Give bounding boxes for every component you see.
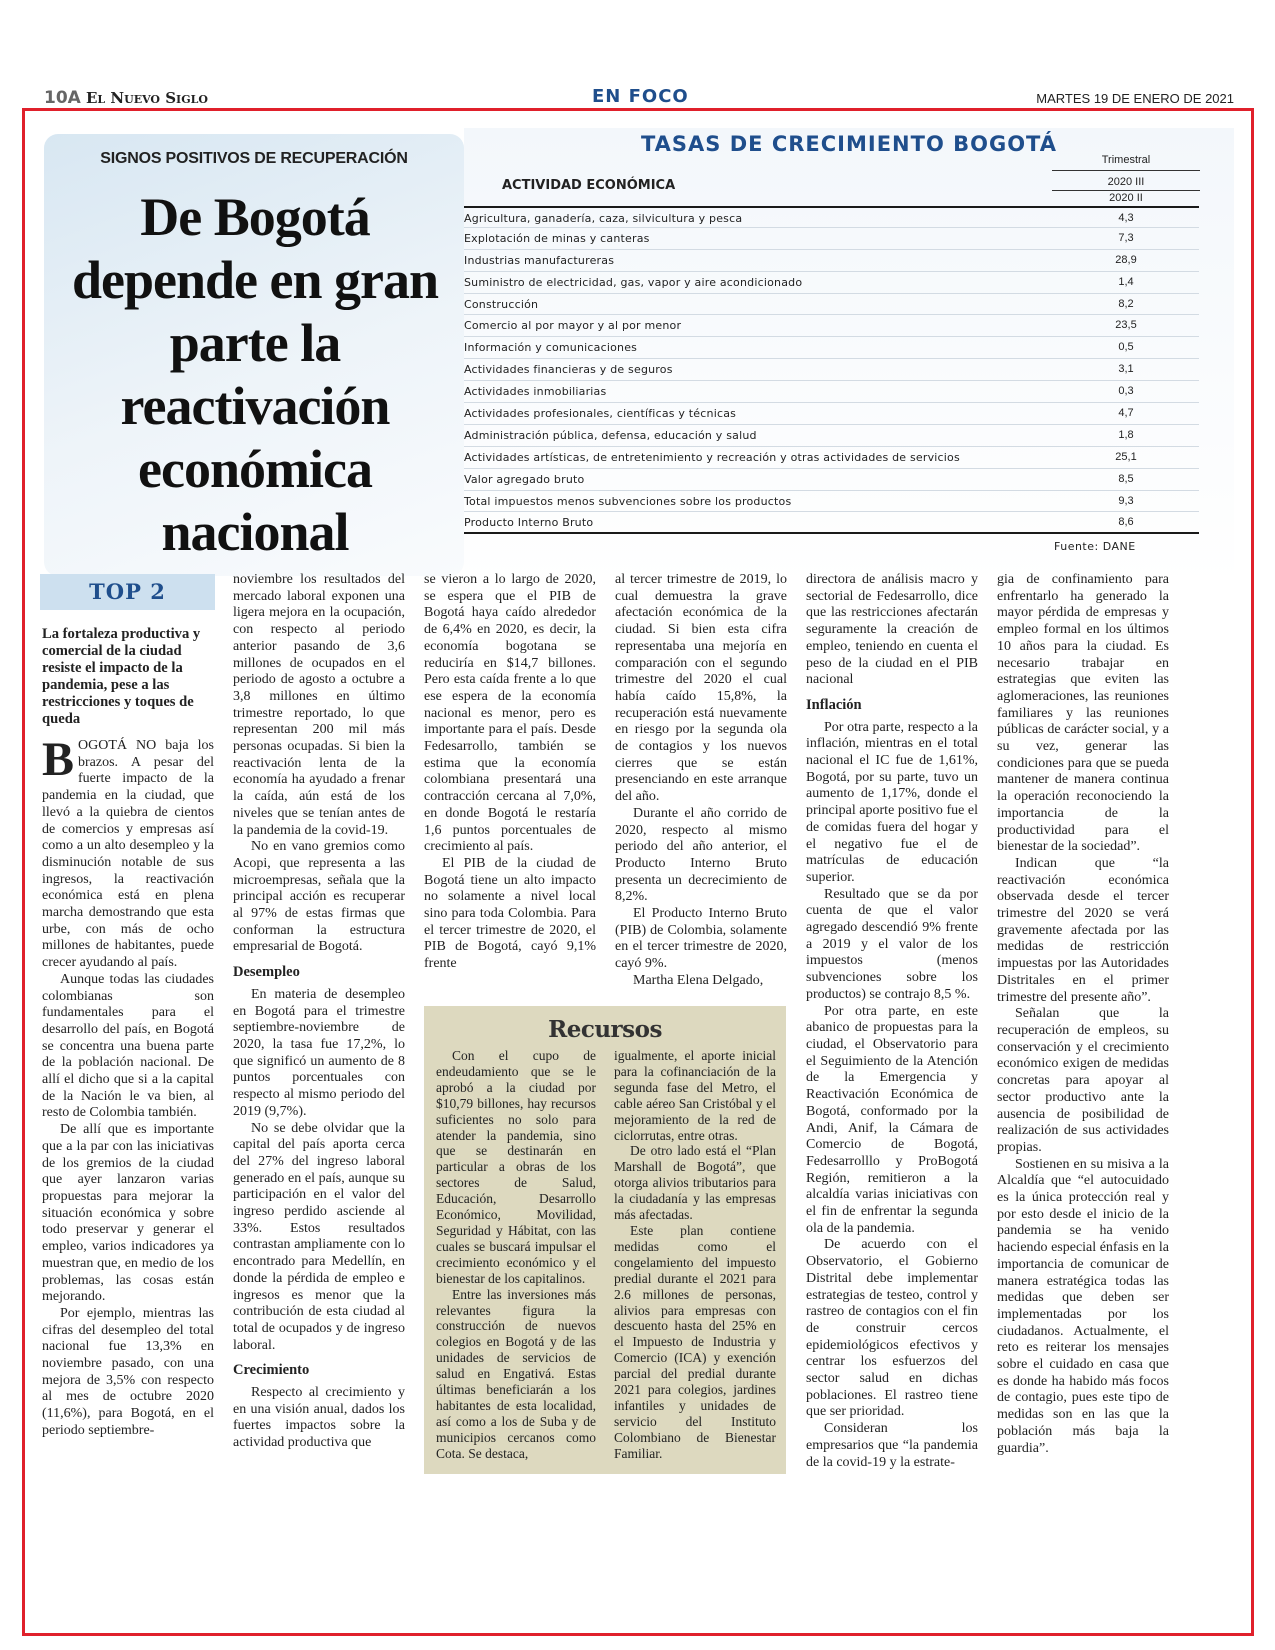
paragraph: Este plan contiene medidas como el congelamiento del impuesto predial durante el 2021 para 2.6 millones de personas, alivios para empresas con descuento hasta del 25% en el Impuesto de Industria y Comercio (ICA) y exención parcial del predial durante 2021 para colegios, jardines infantiles y unidades de servicio del Instituto Colombiano de Bienestar Familiar. — [614, 1222, 776, 1461]
table-row — [464, 250, 1199, 272]
paragraph: Resultado que se da por cuenta de que el valor agregado descendió 9% frente a 2019 y el valor de los impuestos (menos subvenciones sobre los productos) se contrajo 8,5 %. — [806, 886, 978, 1002]
paragraph: igualmente, el aporte inicial para la cofinanciación de la segunda fase del Metro, el cable aéreo San Cristóbal y el mejoramiento de la red de ciclorrutas, entre otras. — [614, 1048, 776, 1143]
paragraph: Por otra parte, respecto a la inflación, mientras en el total nacional el IC fue de 1,61%, Bogotá, por su parte, tuvo un aumento de 1,17%, donde el principal aporte positivo fue el de comidas fuera del hogar y el negativo fue el de matrículas de educación superior. — [806, 719, 978, 885]
period-line-1: 2020 III — [1107, 176, 1145, 188]
table-row — [464, 447, 1199, 469]
row-value: 8,6 — [1118, 516, 1134, 529]
masthead: El Nuevo Siglo — [86, 89, 208, 107]
article-column-2 — [233, 572, 405, 1452]
header-rule — [1052, 190, 1200, 191]
subhead-inflacion: Inflación — [806, 696, 862, 713]
row-label: Actividades profesionales, científicas y técnicas — [464, 407, 737, 421]
period-header: Trimestral — [1101, 154, 1151, 166]
row-label: Comercio al por mayor y al por menor — [464, 319, 682, 333]
table-row — [464, 403, 1199, 425]
paragraph: No en vano gremios como Acopi, que representa a las microempresas, señala que la principal acción es recuperar al 97% de estas firmas que conforman la estructura empresarial de Bogotá. — [233, 839, 405, 955]
row-value: 8,2 — [1118, 297, 1134, 310]
growth-table — [464, 128, 1234, 586]
recursos-column-1 — [436, 1048, 596, 1462]
row-label: Total impuestos menos subvenciones sobre los productos — [464, 494, 792, 508]
kicker: SIGNOS POSITIVOS DE RECUPERACIÓN — [100, 150, 408, 167]
paragraph: El Producto Interno Bruto (PIB) de Colombia, solamente en el tercer trimestre de 2020, cayó 9%. — [615, 906, 787, 972]
subhead-desempleo: Desempleo — [233, 964, 300, 981]
row-label: Producto Interno Bruto — [464, 516, 594, 530]
article-column-6 — [997, 572, 1169, 1457]
page-number: 10A — [44, 88, 81, 108]
recursos-title: Recursos — [548, 1016, 662, 1043]
table-column-label: ACTIVIDAD ECONÓMICA — [502, 178, 676, 193]
subhead-crecimiento: Crecimiento — [233, 1362, 310, 1379]
row-label: Información y comunicaciones — [464, 341, 638, 355]
summary: La fortaleza productiva y comercial de la ciudad resiste el impacto de la pandemia, pese a las restricciones y toques de queda — [42, 626, 201, 727]
paragraph: Respecto al crecimiento y en una visión anual, dados los fuertes impactos sobre la actividad productiva que — [233, 1385, 405, 1451]
paragraph: Por ejemplo, mientras las cifras del desempleo del total nacional fue 13,3% en noviembre pasado, con una mejora de 3,5% con respecto al mes de octubre 2020 (11,6%), para Bogotá, en el periodo septiembre- — [42, 1305, 214, 1438]
article-column-4 — [615, 572, 787, 990]
table-rows — [464, 206, 1199, 534]
dropcap: B — [42, 733, 75, 786]
table-row — [464, 512, 1199, 534]
paragraph: Durante el año corrido de 2020, respecto al mismo periodo del año anterior, el Producto Interno Bruto presenta un decrecimiento de 8,2%. — [615, 805, 787, 905]
row-value: 9,3 — [1118, 494, 1134, 507]
table-row — [464, 381, 1199, 403]
row-value: 1,4 — [1118, 275, 1134, 288]
row-label: Actividades artísticas, de entretenimiento y recreación y otras actividades de servicios — [464, 450, 960, 464]
row-value: 25,1 — [1115, 450, 1137, 463]
paragraph: De otro lado está el “Plan Marshall de Bogotá”, que otorga alivios tributarios para la ciudadanía y las empresas más afectadas. — [614, 1143, 776, 1223]
row-value: 0,3 — [1118, 385, 1134, 398]
paragraph: directora de análisis macro y sectorial de Fedesarrollo, dice que las restricciones afectarán seguramente la creación de empleo, teniendo en cuenta el peso de la ciudad en el PIB nacional — [806, 572, 978, 688]
paragraph: Sostienen en su misiva a la Alcaldía que “el autocuidado es la única protección real y por esto desde el inicio de la pandemia se ha venido haciendo especial énfasis en la importancia de comunicar de manera estratégica todas las medidas que deben ser implementadas por los ciudadanos. Actualmente, el reto es reiterar los mensajes sobre el cuidado en casa que es donde ha habido más focos de contagio, pues este tipo de medidas son en las que la población más baja la guardia”. — [997, 1156, 1169, 1456]
header-rule — [1052, 170, 1200, 171]
table-row — [464, 315, 1199, 337]
article-column-1 — [42, 733, 214, 1440]
row-value: 8,5 — [1118, 472, 1134, 485]
row-label: Agricultura, ganadería, caza, silvicultura y pesca — [464, 212, 743, 225]
row-label: Explotación de minas y canteras — [464, 231, 650, 245]
table-row — [464, 272, 1199, 294]
paragraph: Indican que “la reactivación económica observada desde el tercer trimestre del 2020 se verá gravemente afectada por las medidas de restricción impuestas por las Autoridades Distritales en el primer trimestre del presente año”. — [997, 855, 1169, 1005]
top2-badge — [40, 574, 215, 610]
paragraph: Entre las inversiones más relevantes figura la construcción de nuevos colegios en Bogotá y de las unidades de servicios de salud en Engativá. Estas últimas beneficiarán a los habitantes de esta localidad, así como a los de Suba y de municipios cercanos como Cota. Se destaca, — [436, 1286, 596, 1461]
paragraph: noviembre los resultados del mercado laboral exponen una ligera mejora en la ocupación, con respecto al periodo anterior pasando de 3,6 millones de ocupados en el periodo de agosto a octubre a 3,8 millones en último trimestre reportado, lo que representan 200 mil más personas ocupadas. Si bien la reactivación lenta de la economía ha ayudado a frenar la caída, aún está de los niveles que se tenían antes de la pandemia de la covid-19. — [233, 572, 405, 838]
row-value: 7,3 — [1118, 231, 1134, 244]
table-row — [464, 491, 1199, 513]
paragraph: El PIB de la ciudad de Bogotá tiene un alto impacto no solamente a nivel local sino para toda Colombia. Para el tercer trimestre de 2020, el PIB de Bogotá, cayó 9,1% frente — [424, 855, 596, 972]
table-row — [464, 337, 1199, 359]
row-value: 0,5 — [1118, 341, 1134, 354]
table-row — [464, 228, 1199, 250]
article-column-3 — [424, 572, 596, 973]
table-title: TASAS DE CRECIMIENTO BOGOTÁ — [640, 132, 1057, 156]
row-value: 23,5 — [1115, 319, 1137, 332]
lead-paragraph: BOGOTÁ NO baja los brazos. A pesar del fuerte impacto de la pandemia en la ciudad, que llevó a la quiebra de cientos de comercios y empresas así como a un alto desempleo y la disminución notable de sus ingresos, la reactivación económica está en plena marcha demostrando que esta urbe, con más de ocho millones de habitantes, puede crecer ayudando al país. — [42, 733, 214, 971]
main-headline: De Bogotá depende en gran parte la reactivación económica nacional — [71, 187, 439, 562]
row-value: 1,8 — [1118, 428, 1134, 441]
table-row — [464, 294, 1199, 316]
row-label: Valor agregado bruto — [464, 472, 585, 486]
row-label: Actividades financieras y de seguros — [464, 363, 673, 377]
row-label: Construcción — [464, 297, 539, 311]
paragraph: De allí que es importante que a la par con las iniciativas de los gremios de la ciudad que ayer lanzaron varias propuestas para mejorar la situación económica y sobre todo preservar y generar el empleo, varios indicadores ya muestran que, en medio de los problemas, las cosas están mejorando. — [42, 1122, 214, 1305]
recursos-column-2 — [614, 1048, 776, 1462]
paragraph: Aunque todas las ciudades colombianas son fundamentales para el desarrollo del país, en Bogotá se concentra una buena parte de la población nacional. De allí el dicho que si a la capital de la Nación le va bien, al resto de Colombia también. — [42, 971, 214, 1121]
paragraph: se vieron a lo largo de 2020, se espera que el PIB de Bogotá haya caído alrededor de 6,4% en 2020, es decir, la economía bogotana se reduciría en $14,7 billones. Pero esta caída frente a lo que ese espera de la economía nacional es menor, pero es importante para el país. Desde Fedesarrollo, también se estima que la economía colombiana presentará una contracción cercana al 7,0%, en donde Bogotá le restaría 1,6 puntos porcentuales de crecimiento al país. — [424, 572, 596, 855]
row-label: Actividades inmobiliarias — [464, 385, 607, 399]
table-row — [464, 206, 1199, 228]
recursos-box — [424, 1006, 786, 1474]
paragraph: No se debe olvidar que la capital del país aporta cerca del 27% del ingreso laboral generado en el país, aunque su participación en el valor del ingreso perdido asciende al 33%. Estos resultados contrastan ampliamente con lo encontrado para Medellín, en donde la pérdida de empleo e ingresos es menor que la contribución de esta ciudad al total de ocupados y de ingreso laboral. — [233, 1120, 405, 1353]
page-header — [44, 88, 1234, 110]
paragraph: Señalan que la recuperación de empleos, su conservación y el crecimiento económico exigen de medidas concretas para apoyar al sector productivo ante la ausencia de posibilidad de realización de sus actividades propias. — [997, 1006, 1169, 1155]
period-line-2: 2020 II — [1109, 192, 1143, 204]
paragraph: al tercer trimestre de 2019, lo cual demuestra la grave afectación económica de la ciudad. Si bien esta cifra representaba una mejoría en comparación con el segundo trimestre del 2020 el cual había caído 15,8%, la recuperación está nuevamente en riesgo por la segunda ola de contagios y los nuevos cierres que se están presenciando en este arranque del año. — [615, 572, 787, 805]
section-name: EN FOCO — [592, 86, 689, 107]
row-value: 3,1 — [1118, 363, 1134, 376]
paragraph: Martha Elena Delgado, — [633, 972, 764, 988]
row-value: 28,9 — [1115, 253, 1137, 266]
paragraph: De acuerdo con el Observatorio, el Gobierno Distrital debe implementar estrategias de testeo, control y rastreo de contagios con el fin de construir cercos epidemiológicos efectivos y centrar los esfuerzos del sector salud en dichas poblaciones. El rastreo tiene que ser prioridad. — [806, 1237, 978, 1420]
row-value: 4,3 — [1118, 212, 1134, 224]
issue-date: MARTES 19 DE ENERO DE 2021 — [1036, 91, 1234, 106]
paragraph: Con el cupo de endeudamiento que se le aprobó a la ciudad por $10,79 billones, hay recursos suficientes no solo para atender la pandemia, sino que se destinarán en particular a obras de los sectores de Salud, Educación, Desarrollo Económico, Movilidad, Seguridad y Hábitat, con las cuales se buscará impulsar el crecimiento económico y el bienestar de los capitalinos. — [436, 1048, 596, 1286]
table-row — [464, 469, 1199, 491]
row-label: Industrias manufactureras — [464, 253, 615, 267]
paragraph: gia de confinamiento para enfrentarlo ha generado la mayor pérdida de empresas y empleo formal en los últimos 10 años para la ciudad. Es necesario trabajar en estrategias que eviten las aglomeraciones, las reuniones familiares y las reuniones públicas de carácter social, y a su vez, generar las condiciones para que se pueda mantener de manera continua la operación reconociendo la importancia de la productividad para el bienestar de la sociedad”. — [997, 572, 1169, 855]
paragraph: Por otra parte, en este abanico de propuestas para la ciudad, el Observatorio para el Seguimiento de la Atención de la Emergencia y Reactivación Económica de Bogotá, conformado por la Andi, Anif, la Cámara de Comercio de Bogotá, Fedesarrolllo y ProBogotá Región, remitieron a la alcaldía varias iniciativas con el fin de enfrentar la segunda ola de la pandemia. — [806, 1003, 978, 1236]
article-column-5 — [806, 572, 978, 1471]
table-row — [464, 425, 1199, 447]
row-label: Suministro de electricidad, gas, vapor y aire acondicionado — [464, 275, 803, 289]
table-source: Fuente: DANE — [1054, 540, 1136, 553]
paragraph: Consideran los empresarios que “la pandemia de la covid-19 y la estrate- — [806, 1421, 978, 1470]
paragraph: En materia de desempleo en Bogotá para el trimestre septiembre-noviembre de 2020, la tasa fue 17,2%, lo que significó un aumento de 8 puntos porcentuales con respecto al mismo periodo del 2019 (9,7%). — [233, 986, 405, 1119]
table-row — [464, 359, 1199, 381]
row-value: 4,7 — [1118, 407, 1134, 420]
top2-label: TOP 2 — [89, 579, 166, 604]
row-label: Administración pública, defensa, educación y salud — [464, 428, 757, 442]
